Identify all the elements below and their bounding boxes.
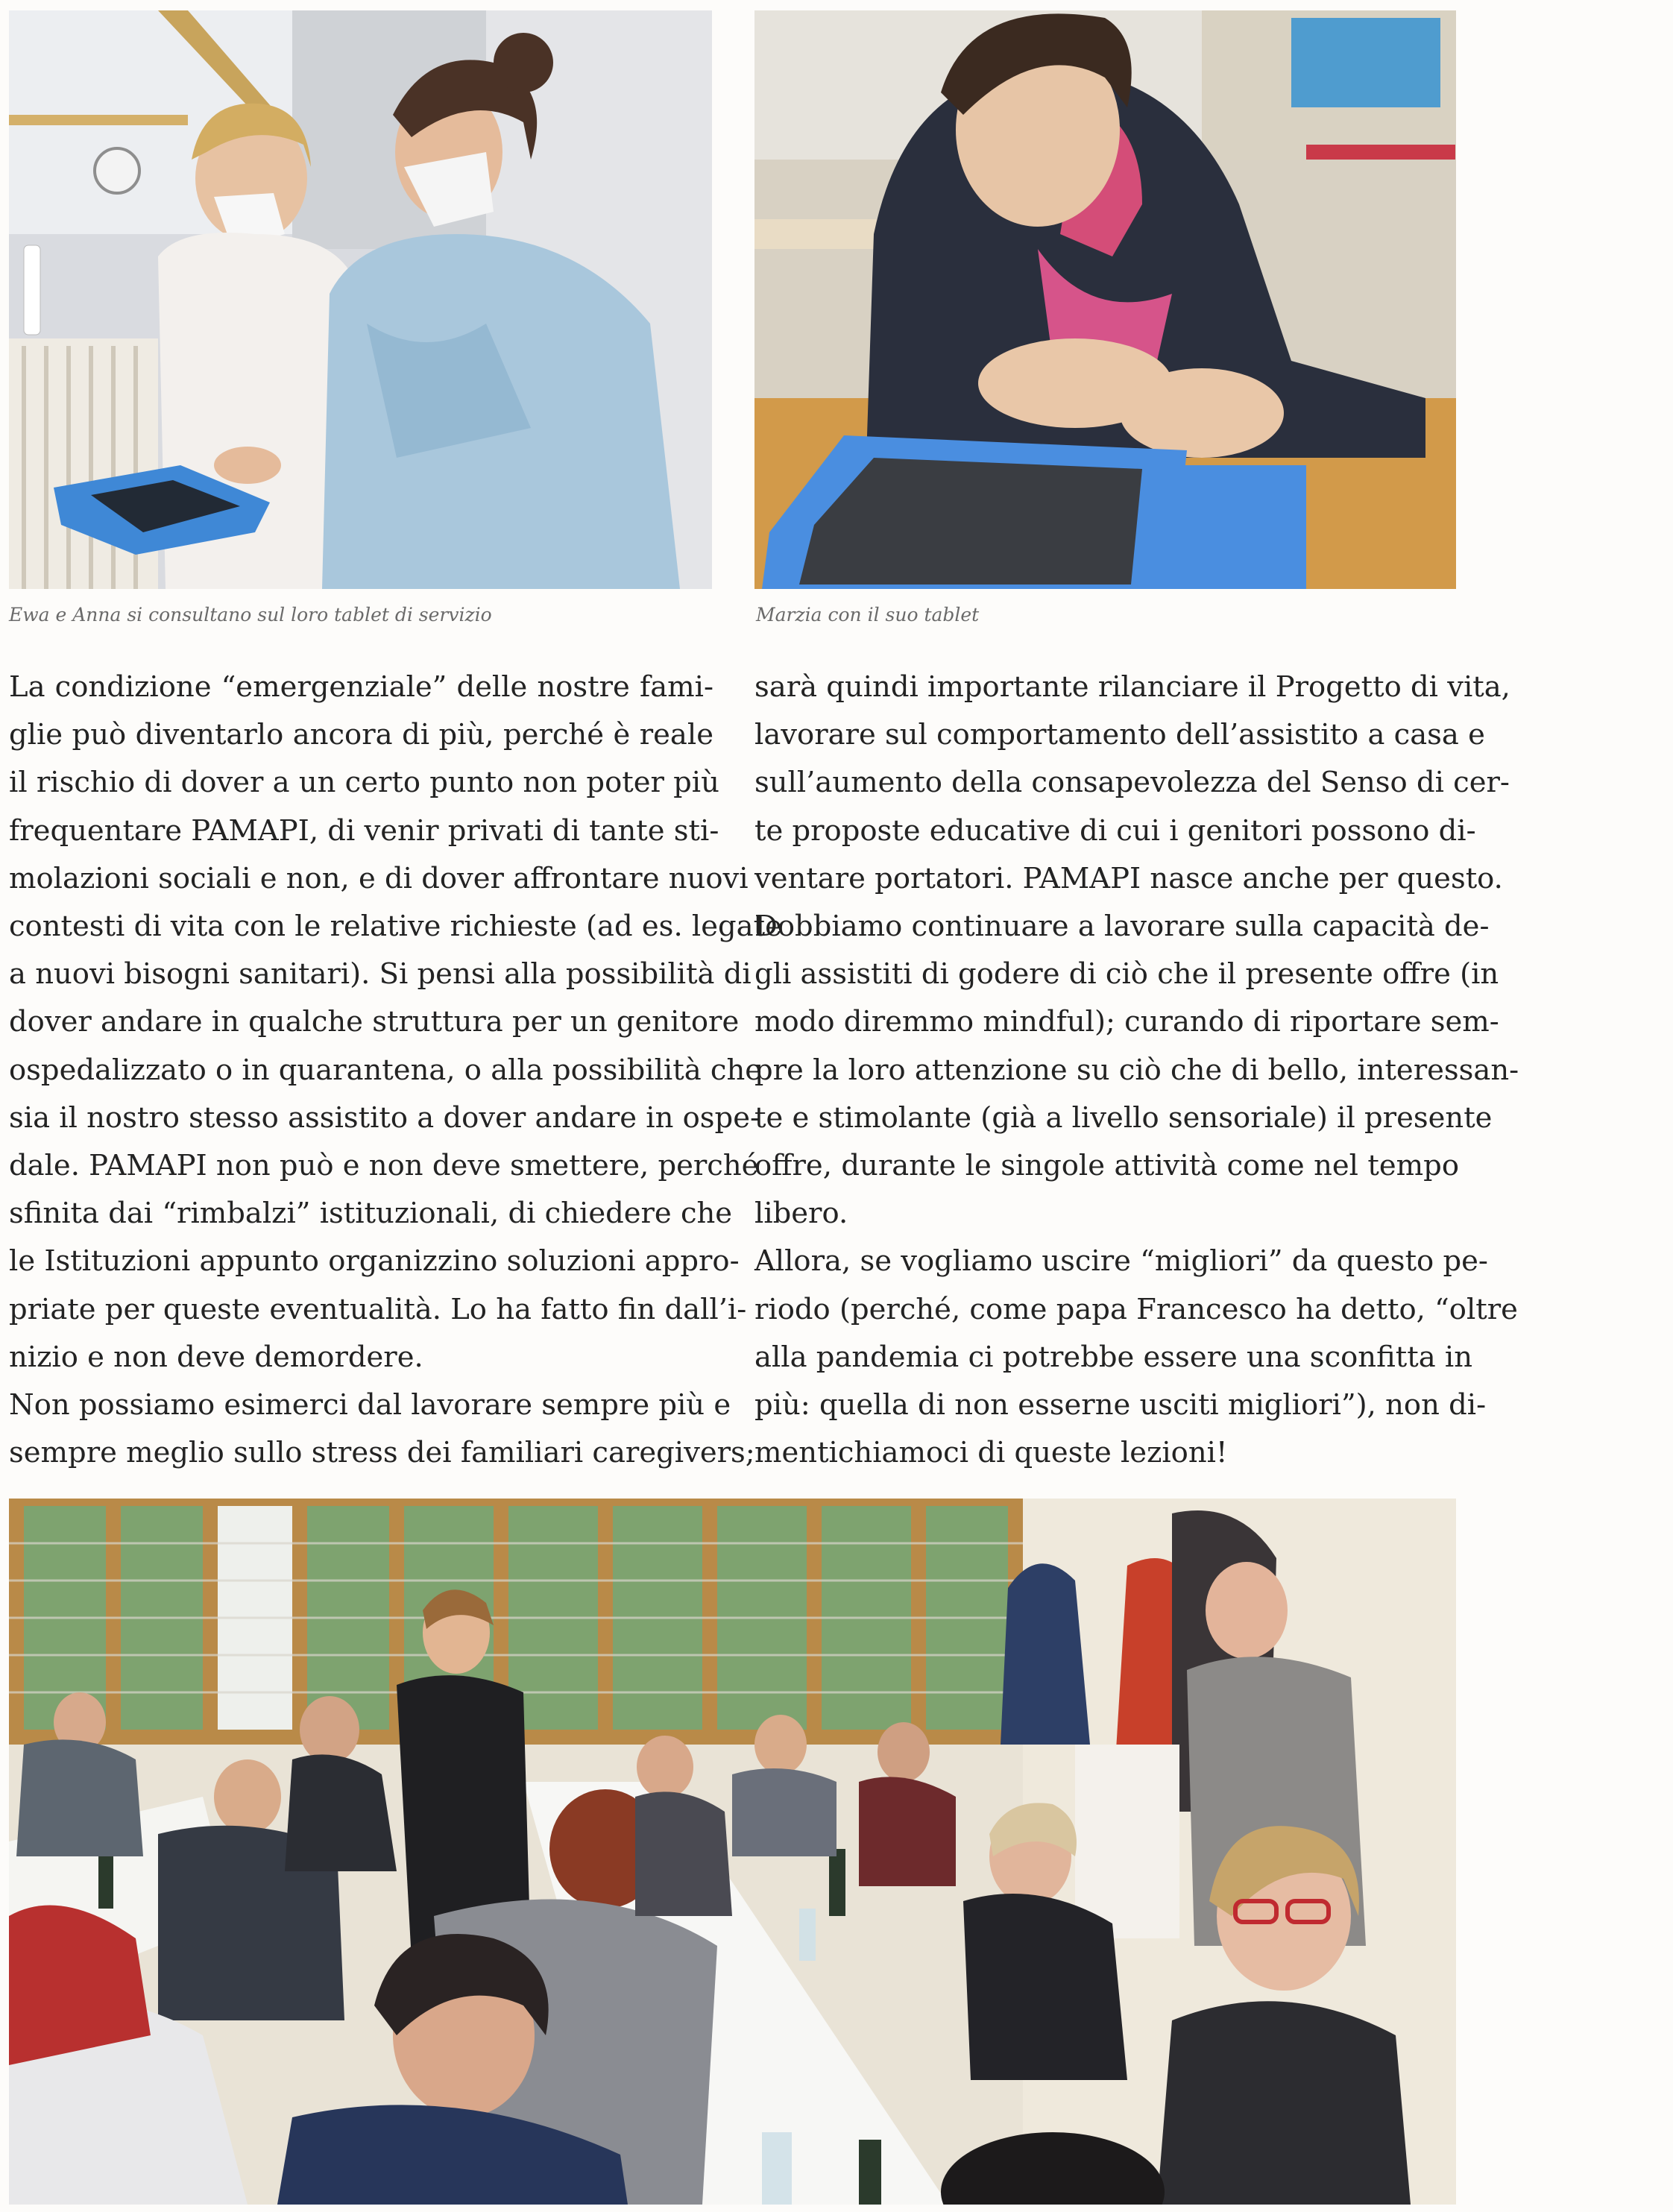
text-line: te e stimolante (già a livello sensoriale) il presente bbox=[754, 1100, 1493, 1135]
text-line: gli assistiti di godere di ciò che il presente offre (in bbox=[754, 957, 1499, 992]
text-line: sarà quindi importante rilanciare il Progetto di vita, bbox=[754, 670, 1510, 704]
group-lunch-photo bbox=[9, 1499, 1456, 2205]
text-line: le Istituzioni appunto organizzino soluzioni appro- bbox=[9, 1244, 740, 1279]
text-line: ventare portatori. PAMAPI nasce anche per questo. bbox=[754, 861, 1503, 895]
text-line: sia il nostro stesso assistito a dover andare in ospe- bbox=[9, 1100, 760, 1135]
text-line: più: quella di non esserne usciti migliori”), non di- bbox=[754, 1388, 1487, 1422]
text-line: molazioni sociali e non, e di dover affrontare nuovi bbox=[9, 861, 749, 895]
text-line: glie può diventarlo ancora di più, perché è reale bbox=[9, 718, 713, 752]
text-line: La condizione “emergenziale” delle nostre fami- bbox=[9, 670, 713, 704]
text-line: frequentare PAMAPI, di venir privati di tante sti- bbox=[9, 813, 719, 848]
text-line: alla pandemia ci potrebbe essere una sconfitta in bbox=[754, 1340, 1473, 1374]
caption-top-right: Marzia con il suo tablet bbox=[756, 604, 980, 626]
article-left-column bbox=[9, 664, 782, 1477]
text-line: Non possiamo esimerci dal lavorare sempre più e bbox=[9, 1388, 731, 1422]
text-line: priate per queste eventualità. Lo ha fatto fin dall’i- bbox=[9, 1292, 747, 1326]
text-line: libero. bbox=[754, 1197, 848, 1231]
two-women-with-tablet-photo bbox=[9, 10, 712, 589]
text-line: offre, durante le singole attività come nel tempo bbox=[754, 1149, 1459, 1183]
text-line: a nuovi bisogni sanitari). Si pensi alla possibilità di bbox=[9, 957, 752, 992]
text-line: Allora, se vogliamo uscire “migliori” da questo pe- bbox=[754, 1244, 1488, 1279]
text-line: te proposte educative di cui i genitori possono di- bbox=[754, 813, 1476, 848]
text-line: ospedalizzato o in quarantena, o alla possibilità che bbox=[9, 1053, 763, 1087]
text-line: contesti di vita con le relative richieste (ad es. legate bbox=[9, 910, 782, 944]
woman-drawing-on-tablet-photo bbox=[754, 10, 1456, 589]
article-right-column bbox=[754, 664, 1519, 1477]
text-line: modo diremmo mindful); curando di riportare sem- bbox=[754, 1005, 1499, 1039]
text-line: riodo (perché, come papa Francesco ha detto, “oltre bbox=[754, 1292, 1518, 1326]
text-line: Dobbiamo continuare a lavorare sulla capacità de- bbox=[754, 910, 1490, 944]
text-line: dover andare in qualche struttura per un genitore bbox=[9, 1005, 740, 1039]
text-line: lavorare sul comportamento dell’assistito a casa e bbox=[754, 718, 1485, 752]
text-line: sempre meglio sullo stress dei familiari caregivers; bbox=[9, 1436, 755, 1470]
text-line: sfinita dai “rimbalzi” istituzionali, di chiedere che bbox=[9, 1197, 733, 1231]
text-line: nizio e non deve demordere. bbox=[9, 1340, 423, 1374]
text-line: pre la loro attenzione su ciò che di bello, interessan- bbox=[754, 1053, 1519, 1087]
caption-top-left: Ewa e Anna si consultano sul loro tablet di servizio bbox=[9, 604, 492, 626]
text-line: mentichiamoci di queste lezioni! bbox=[754, 1436, 1228, 1470]
text-line: il rischio di dover a un certo punto non poter più bbox=[9, 766, 719, 800]
text-line: dale. PAMAPI non può e non deve smettere, perché bbox=[9, 1149, 759, 1183]
text-line: sull’aumento della consapevolezza del Senso di cer- bbox=[754, 766, 1510, 800]
